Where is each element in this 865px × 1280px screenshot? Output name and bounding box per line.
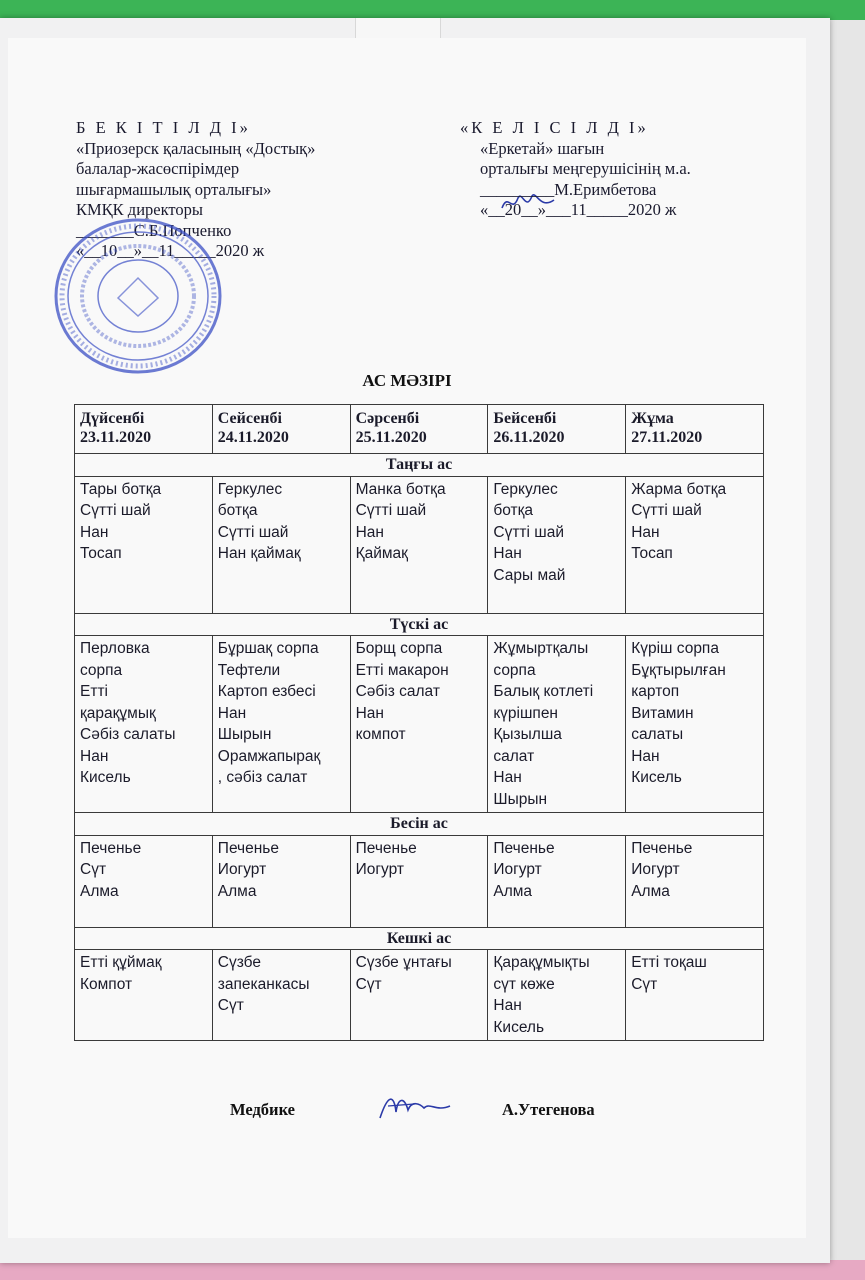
menu-cell bbox=[626, 950, 764, 1041]
menu-item: Иогурт bbox=[355, 861, 404, 878]
menu-cell bbox=[488, 636, 626, 813]
table-row bbox=[75, 405, 764, 454]
menu-item: Шырын bbox=[493, 790, 548, 808]
approval-line: шығармашылық орталығы» bbox=[76, 179, 272, 199]
menu-item: Алма bbox=[80, 882, 119, 900]
menu-item: Нан bbox=[493, 545, 522, 562]
menu-item: сүт көже bbox=[493, 975, 555, 993]
menu-item: Нан bbox=[355, 523, 384, 541]
approval-line: «__10__»__11_____2020 ж bbox=[76, 241, 265, 260]
menu-item: Сәбіз салат bbox=[355, 683, 440, 700]
day-date: 24.11.2020 bbox=[217, 429, 289, 446]
table-row bbox=[75, 835, 764, 927]
menu-item: Нан bbox=[80, 747, 109, 765]
menu-cell bbox=[212, 636, 350, 813]
day-header bbox=[626, 405, 764, 454]
day-header bbox=[350, 405, 488, 454]
menu-item: Бұршақ сорпа bbox=[217, 640, 319, 657]
menu-item: Сүт bbox=[631, 975, 658, 993]
menu-cell bbox=[626, 835, 764, 927]
menu-item: Тосап bbox=[80, 545, 122, 562]
menu-item: Балық котлеті bbox=[493, 683, 594, 700]
menu-item: Сүтті шай bbox=[631, 502, 702, 519]
menu-item: Печенье bbox=[493, 839, 555, 857]
agreement-heading: «К Е Л І С І Л Д І» bbox=[460, 118, 649, 137]
menu-item: Етті тоқаш bbox=[631, 954, 707, 971]
menu-document bbox=[8, 38, 806, 1238]
nurse-signature-mark bbox=[374, 1088, 454, 1124]
menu-item: запеканкасы bbox=[217, 975, 310, 993]
agreement-line: орталығы меңгерушісінің м.а. bbox=[480, 159, 691, 178]
menu-item: Печенье bbox=[355, 839, 417, 857]
menu-item: Алма bbox=[631, 882, 670, 900]
menu-item: Картоп езбесі bbox=[217, 683, 316, 700]
meal-header-row bbox=[75, 454, 764, 477]
menu-item: Манка ботқа bbox=[355, 480, 446, 498]
menu-item: Нан bbox=[80, 523, 109, 541]
menu-item: Етті bbox=[80, 683, 108, 700]
menu-item: Сүзбе ұнтағы bbox=[355, 954, 452, 971]
menu-item: күрішпен bbox=[493, 704, 558, 722]
agreement-block bbox=[460, 118, 800, 221]
menu-cell bbox=[488, 950, 626, 1041]
menu-item: Иогурт bbox=[631, 861, 680, 878]
menu-item: Шырын bbox=[217, 726, 272, 743]
menu-item: Тары ботқа bbox=[80, 480, 162, 498]
day-date: 23.11.2020 bbox=[80, 429, 152, 446]
round-seal-stamp bbox=[52, 216, 224, 376]
day-name: Бейсенбі bbox=[493, 410, 557, 427]
approval-line: _______С.Б.Попченко bbox=[76, 220, 232, 240]
agreement-line: «__20__»___11_____2020 ж bbox=[480, 200, 677, 219]
menu-item: Алма bbox=[493, 882, 533, 900]
day-name: Жұма bbox=[631, 410, 674, 427]
meal-header-row bbox=[75, 613, 764, 636]
menu-item: Сәбіз салаты bbox=[80, 726, 176, 743]
menu-item: салат bbox=[493, 747, 535, 765]
menu-item: Кисель bbox=[631, 769, 682, 786]
nurse-name: А.Утегенова bbox=[502, 1100, 595, 1119]
frame-edge bbox=[825, 20, 865, 1260]
table-row bbox=[75, 636, 764, 813]
menu-item: Жұмыртқалы bbox=[493, 640, 589, 657]
menu-item: компот bbox=[355, 726, 406, 743]
menu-cell bbox=[626, 636, 764, 813]
approval-line: КМҚК директоры bbox=[76, 200, 203, 219]
menu-item: Нан bbox=[217, 704, 247, 722]
menu-item: Перловка bbox=[80, 640, 150, 657]
menu-item: Иогурт bbox=[217, 861, 267, 878]
menu-cell bbox=[212, 835, 350, 927]
day-header bbox=[212, 405, 350, 454]
day-header bbox=[488, 405, 626, 454]
meal-name: Таңғы ас bbox=[75, 454, 764, 477]
menu-item: Геркулес bbox=[493, 480, 558, 498]
menu-item: Сүтті шай bbox=[217, 523, 289, 541]
menu-item: Алма bbox=[217, 882, 257, 900]
menu-item: Нан bbox=[493, 769, 522, 786]
menu-cell bbox=[488, 476, 626, 613]
menu-item: Кисель bbox=[493, 1018, 545, 1036]
menu-item: Орамжапырақ bbox=[217, 747, 321, 765]
meal-name: Түскі ас bbox=[75, 613, 764, 636]
menu-item: Сүтті шай bbox=[80, 502, 151, 519]
menu-cell bbox=[350, 476, 488, 613]
menu-item: Бұқтырылған bbox=[631, 661, 726, 679]
menu-item: Печенье bbox=[80, 839, 142, 857]
day-name: Сейсенбі bbox=[217, 410, 282, 427]
menu-item: Сүт bbox=[217, 997, 244, 1014]
menu-cell bbox=[488, 835, 626, 927]
day-name: Дүйсенбі bbox=[80, 410, 145, 427]
menu-item: Иогурт bbox=[493, 861, 542, 878]
menu-cell bbox=[350, 835, 488, 927]
menu-cell bbox=[75, 476, 213, 613]
menu-item: Сүзбе bbox=[217, 954, 261, 971]
day-name: Сәрсенбі bbox=[355, 410, 420, 427]
menu-table bbox=[74, 404, 764, 1041]
menu-cell bbox=[75, 835, 213, 927]
day-date: 27.11.2020 bbox=[631, 429, 703, 446]
agreement-line: «Еркетай» шағын bbox=[480, 138, 605, 158]
menu-item: сорпа bbox=[493, 661, 536, 679]
menu-item: Сүтті шай bbox=[493, 523, 564, 541]
menu-item: Сүтті шай bbox=[355, 502, 427, 519]
menu-cell bbox=[212, 476, 350, 613]
menu-item: Нан bbox=[631, 523, 660, 541]
day-date: 26.11.2020 bbox=[493, 429, 565, 446]
menu-item: Күріш сорпа bbox=[631, 640, 719, 657]
menu-item: ботқа bbox=[493, 502, 534, 519]
menu-item: сорпа bbox=[80, 661, 123, 679]
menu-item: Сүт bbox=[80, 861, 107, 878]
table-row bbox=[75, 950, 764, 1041]
menu-cell bbox=[75, 636, 213, 813]
menu-item: картоп bbox=[631, 683, 680, 700]
menu-item: Қаймақ bbox=[355, 545, 408, 562]
menu-item: салаты bbox=[631, 726, 684, 743]
meal-header-row bbox=[75, 927, 764, 950]
menu-item: Печенье bbox=[217, 839, 279, 857]
approval-line: балалар-жасөспірімдер bbox=[76, 159, 240, 178]
menu-cell bbox=[350, 950, 488, 1041]
meal-header-row bbox=[75, 813, 764, 836]
meal-name: Бесін ас bbox=[75, 813, 764, 836]
menu-item: қарақұмық bbox=[80, 704, 156, 722]
menu-cell bbox=[626, 476, 764, 613]
approval-line: «Приозерск қаласының «Достық» bbox=[76, 138, 316, 158]
menu-item: Кисель bbox=[80, 769, 131, 786]
agreement-line: _________М.Еримбетова bbox=[480, 179, 657, 199]
nurse-role: Медбике bbox=[230, 1100, 295, 1119]
menu-item: Сары май bbox=[493, 566, 566, 584]
menu-item: Қызылша bbox=[493, 726, 562, 743]
menu-cell bbox=[212, 950, 350, 1041]
menu-item: Етті құймақ bbox=[80, 954, 162, 971]
menu-item: Борщ сорпа bbox=[355, 640, 443, 657]
menu-item: Тосап bbox=[631, 545, 673, 562]
meal-name: Кешкі ас bbox=[75, 927, 764, 950]
menu-item: Нан bbox=[631, 747, 660, 765]
day-date: 25.11.2020 bbox=[355, 429, 427, 446]
menu-item: Компот bbox=[80, 975, 133, 993]
menu-item: Қарақұмықты bbox=[493, 954, 590, 971]
menu-title: АС МӘЗІРІ bbox=[362, 371, 452, 390]
menu-item: Нан bbox=[355, 704, 384, 722]
menu-cell bbox=[350, 636, 488, 813]
menu-item: Нан қаймақ bbox=[217, 545, 301, 562]
menu-item: Печенье bbox=[631, 839, 693, 857]
menu-item: Етті макарон bbox=[355, 661, 449, 679]
day-header bbox=[75, 405, 213, 454]
menu-item: Витамин bbox=[631, 704, 694, 722]
menu-item: ботқа bbox=[217, 502, 258, 519]
menu-item: Геркулес bbox=[217, 480, 283, 498]
approval-heading: Б Е К І Т І Л Д І» bbox=[76, 118, 251, 137]
menu-item: Сүт bbox=[355, 975, 382, 993]
menu-table-body bbox=[75, 405, 764, 1041]
menu-item: Тефтели bbox=[217, 661, 281, 679]
table-row bbox=[75, 476, 764, 613]
menu-item: , сәбіз салат bbox=[217, 769, 308, 786]
menu-item: Нан bbox=[493, 997, 522, 1014]
menu-item: Жарма ботқа bbox=[631, 480, 727, 498]
menu-cell bbox=[75, 950, 213, 1041]
